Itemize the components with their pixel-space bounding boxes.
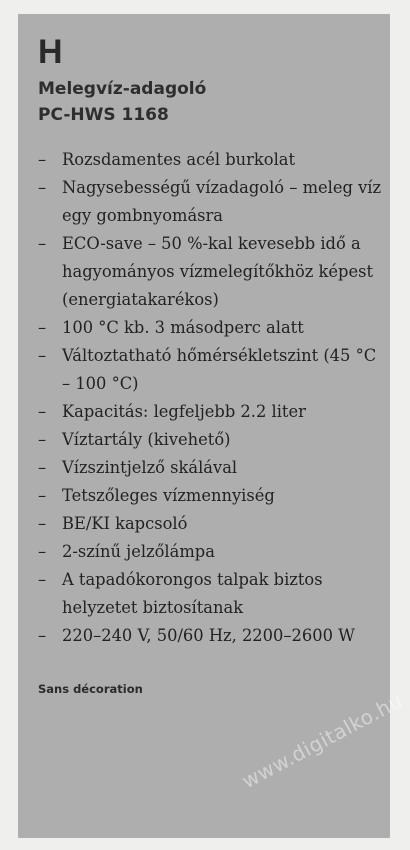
feature-item xyxy=(38,454,383,482)
bullet-dash: – xyxy=(38,150,47,169)
feature-text: Tetszőleges vízmennyiség xyxy=(62,486,275,505)
feature-text: 100 °C kb. 3 másodperc alatt xyxy=(62,318,304,337)
feature-item xyxy=(38,342,383,398)
product-name: Melegvíz-adagoló xyxy=(38,79,207,99)
feature-text: Víztartály (kivehető) xyxy=(62,430,231,449)
feature-text: Vízszintjelző skálával xyxy=(62,458,238,477)
section-letter: H xyxy=(38,33,63,71)
product-title xyxy=(38,76,206,128)
bullet-dash: – xyxy=(38,346,47,365)
bullet-dash: – xyxy=(38,178,47,197)
bullet-dash: – xyxy=(38,458,47,477)
feature-item xyxy=(38,146,383,174)
feature-text: 2-színű jelzőlámpa xyxy=(62,542,215,561)
feature-text: Kapacitás: legfeljebb 2.2 liter xyxy=(62,402,306,421)
feature-text: ECO-save – 50 %-kal kevesebb idő a hagyományos vízmelegítőkhöz képest (energiatakarékos) xyxy=(62,234,374,309)
bullet-dash: – xyxy=(38,514,47,533)
bullet-dash: – xyxy=(38,234,47,253)
feature-text: BE/KI kapcsoló xyxy=(62,514,188,533)
bullet-dash: – xyxy=(38,570,47,589)
feature-item xyxy=(38,566,383,622)
feature-text: A tapadókorongos talpak biztos helyzetet biztosítanak xyxy=(62,570,323,617)
bullet-dash: – xyxy=(38,486,47,505)
feature-item xyxy=(38,314,383,342)
feature-item xyxy=(38,174,383,230)
feature-item xyxy=(38,510,383,538)
product-model: PC-HWS 1168 xyxy=(38,105,169,125)
feature-text: 220–240 V, 50/60 Hz, 2200–2600 W xyxy=(62,626,355,645)
bullet-dash: – xyxy=(38,542,47,561)
feature-text: Változtatható hőmérsékletszint (45 °C – 100 °C) xyxy=(62,346,377,393)
product-card xyxy=(18,14,390,838)
feature-item xyxy=(38,482,383,510)
feature-text: Nagysebességű vízadagoló – meleg víz egy gombnyomásra xyxy=(62,178,382,225)
feature-item xyxy=(38,230,383,314)
bullet-dash: – xyxy=(38,318,47,337)
feature-text: Rozsdamentes acél burkolat xyxy=(62,150,296,169)
feature-item xyxy=(38,426,383,454)
footnote: Sans décoration xyxy=(38,682,143,696)
feature-list xyxy=(38,146,383,650)
feature-item xyxy=(38,538,383,566)
watermark: www.digitalko.hu xyxy=(238,688,407,794)
feature-item xyxy=(38,398,383,426)
bullet-dash: – xyxy=(38,402,47,421)
bullet-dash: – xyxy=(38,430,47,449)
bullet-dash: – xyxy=(38,626,47,645)
feature-item xyxy=(38,622,383,650)
